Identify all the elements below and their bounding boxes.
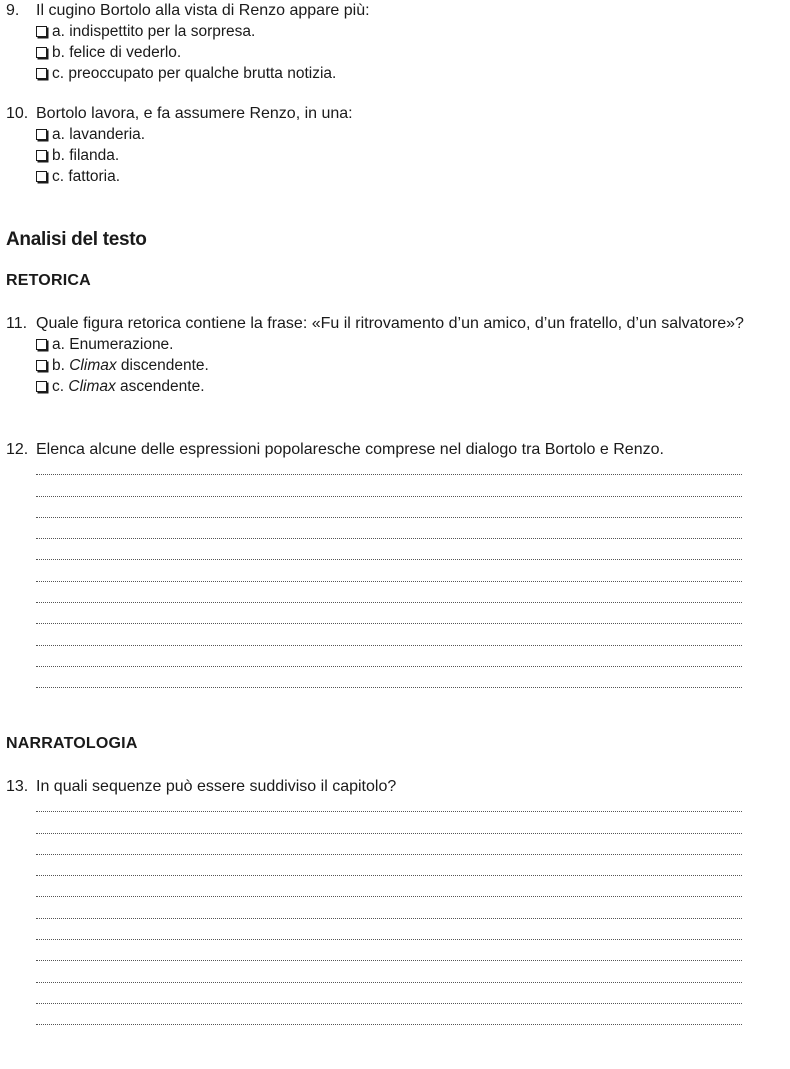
answer-line[interactable] <box>36 518 742 539</box>
section-title: Analisi del testo <box>6 229 147 250</box>
answer-line[interactable] <box>36 1004 742 1025</box>
answer-line[interactable] <box>36 940 742 961</box>
option-label: c. fattoria. <box>52 167 121 185</box>
answer-lines-13 <box>36 791 742 1025</box>
options-list <box>36 124 746 187</box>
checkbox-icon[interactable] <box>36 150 47 161</box>
answer-line[interactable] <box>36 475 742 496</box>
option-label <box>52 356 209 376</box>
answer-line[interactable] <box>36 667 742 688</box>
options-list <box>36 21 746 84</box>
question-text: Bortolo lavora, e fa assumere Renzo, in una: <box>36 105 353 122</box>
option-label: b. filanda. <box>52 146 120 164</box>
checkbox-icon[interactable] <box>36 360 47 371</box>
question-number: 13. <box>6 778 29 795</box>
answer-line[interactable] <box>36 497 742 518</box>
answer-line[interactable] <box>36 624 742 645</box>
question-number: 11. <box>6 315 28 332</box>
option-label: a. indispettito per la sorpresa. <box>52 22 256 40</box>
option-b[interactable] <box>36 42 746 63</box>
option-emphasis: Climax <box>69 356 117 374</box>
answer-line[interactable] <box>36 834 742 855</box>
checkbox-icon[interactable] <box>36 381 47 392</box>
checkbox-icon[interactable] <box>36 47 47 58</box>
answer-line[interactable] <box>36 560 742 581</box>
question-text: Quale figura retorica contiene la frase: «Fu il ritrovamento d’un amico, d’un fratello, d’un salvatore»? <box>36 315 744 332</box>
question-9 <box>6 1 746 84</box>
option-label: a. lavanderia. <box>52 125 146 143</box>
answer-line[interactable] <box>36 646 742 667</box>
answer-line[interactable] <box>36 454 742 475</box>
answer-line[interactable] <box>36 897 742 918</box>
answer-line[interactable] <box>36 919 742 940</box>
question-text: In quali sequenze può essere suddiviso il capitolo? <box>36 778 397 795</box>
option-a[interactable] <box>36 334 746 355</box>
option-c[interactable] <box>36 63 746 84</box>
option-a[interactable] <box>36 21 746 42</box>
checkbox-icon[interactable] <box>36 26 47 37</box>
option-prefix: c. <box>52 377 69 395</box>
checkbox-icon[interactable] <box>36 171 47 182</box>
options-list <box>36 334 746 397</box>
answer-line[interactable] <box>36 876 742 897</box>
question-text: Il cugino Bortolo alla vista di Renzo appare più: <box>36 2 370 19</box>
option-label: b. felice di vederlo. <box>52 43 182 61</box>
answer-line[interactable] <box>36 983 742 1004</box>
answer-line[interactable] <box>36 855 742 876</box>
question-number: 12. <box>6 441 29 458</box>
option-suffix: ascendente. <box>115 377 205 395</box>
option-c[interactable] <box>36 166 746 187</box>
answer-line[interactable] <box>36 539 742 560</box>
option-a[interactable] <box>36 124 746 145</box>
option-b[interactable] <box>36 355 746 376</box>
checkbox-icon[interactable] <box>36 339 47 350</box>
option-prefix: b. <box>52 356 70 374</box>
question-11 <box>6 314 746 397</box>
answer-line[interactable] <box>36 812 742 833</box>
option-suffix: discendente. <box>116 356 209 374</box>
answer-line[interactable] <box>36 791 742 812</box>
answer-line[interactable] <box>36 961 742 982</box>
checkbox-icon[interactable] <box>36 68 47 79</box>
option-label: a. Enumerazione. <box>52 335 174 353</box>
option-c[interactable] <box>36 376 746 397</box>
answer-lines-12 <box>36 454 742 688</box>
option-label <box>52 377 205 397</box>
question-10 <box>6 104 746 187</box>
subsection-narratologia: NARRATOLOGIA <box>6 735 138 752</box>
option-b[interactable] <box>36 145 746 166</box>
question-number: 9. <box>6 2 20 19</box>
option-label: c. preoccupato per qualche brutta notizia. <box>52 64 337 82</box>
question-number: 10. <box>6 105 29 122</box>
answer-line[interactable] <box>36 582 742 603</box>
answer-line[interactable] <box>36 603 742 624</box>
question-text: Elenca alcune delle espressioni popolaresche comprese nel dialogo tra Bortolo e Renzo. <box>36 441 664 458</box>
subsection-retorica: RETORICA <box>6 272 91 289</box>
option-emphasis: Climax <box>68 377 116 395</box>
checkbox-icon[interactable] <box>36 129 47 140</box>
